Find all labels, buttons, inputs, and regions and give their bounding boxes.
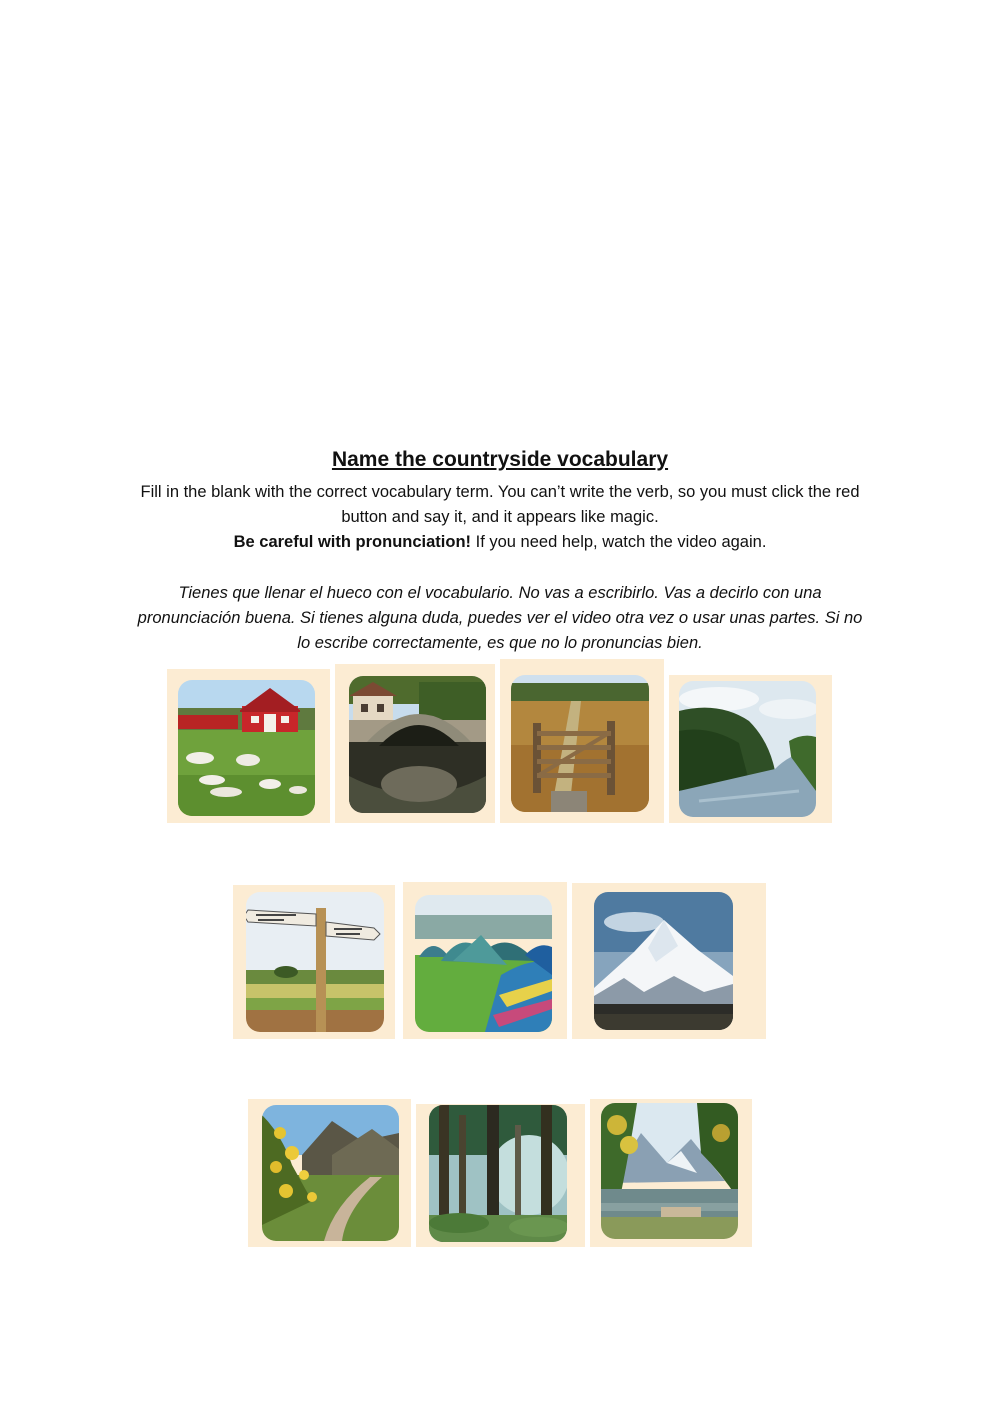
forest-card [416, 1104, 585, 1247]
mountain-card [572, 883, 766, 1039]
gate-card [500, 659, 664, 823]
warning-bold: Be careful with pronunciation! [233, 533, 472, 551]
lake-picture [601, 1103, 738, 1239]
path-card [248, 1099, 411, 1247]
pronunciation-warning [120, 530, 880, 555]
farm-picture [178, 680, 315, 816]
gate-picture [511, 675, 649, 812]
spanish-instructions: Tienes que llenar el hueco con el vocabulario. No vas a escribirlo. Vas a decirlo con una pronunciación buena. Si tienes alguna duda, puedes ver el video otra vez o usar unas partes. Si no lo escribe correctamente, es que no lo pronuncias bien. [137, 584, 863, 652]
river-picture [679, 681, 816, 817]
path-picture [262, 1105, 399, 1241]
campsite-card [403, 882, 567, 1039]
mountain-picture [594, 892, 733, 1030]
warning-rest: If you need help, watch the video again. [471, 533, 767, 551]
river-card [669, 675, 832, 823]
forest-picture [429, 1105, 567, 1242]
signpost-card [233, 885, 395, 1039]
campsite-picture [415, 895, 552, 1032]
bridge-card [335, 664, 495, 823]
lake-card [590, 1099, 752, 1247]
worksheet-title: Name the countryside vocabulary [331, 448, 669, 471]
farm-card [167, 669, 330, 823]
english-instructions [120, 480, 880, 555]
instructions-text: Fill in the blank with the correct vocabulary term. You can’t write the verb, so you must click the red button and say it, and it appears like magic. [140, 483, 860, 526]
signpost-picture [246, 892, 384, 1032]
bridge-picture [349, 676, 486, 813]
